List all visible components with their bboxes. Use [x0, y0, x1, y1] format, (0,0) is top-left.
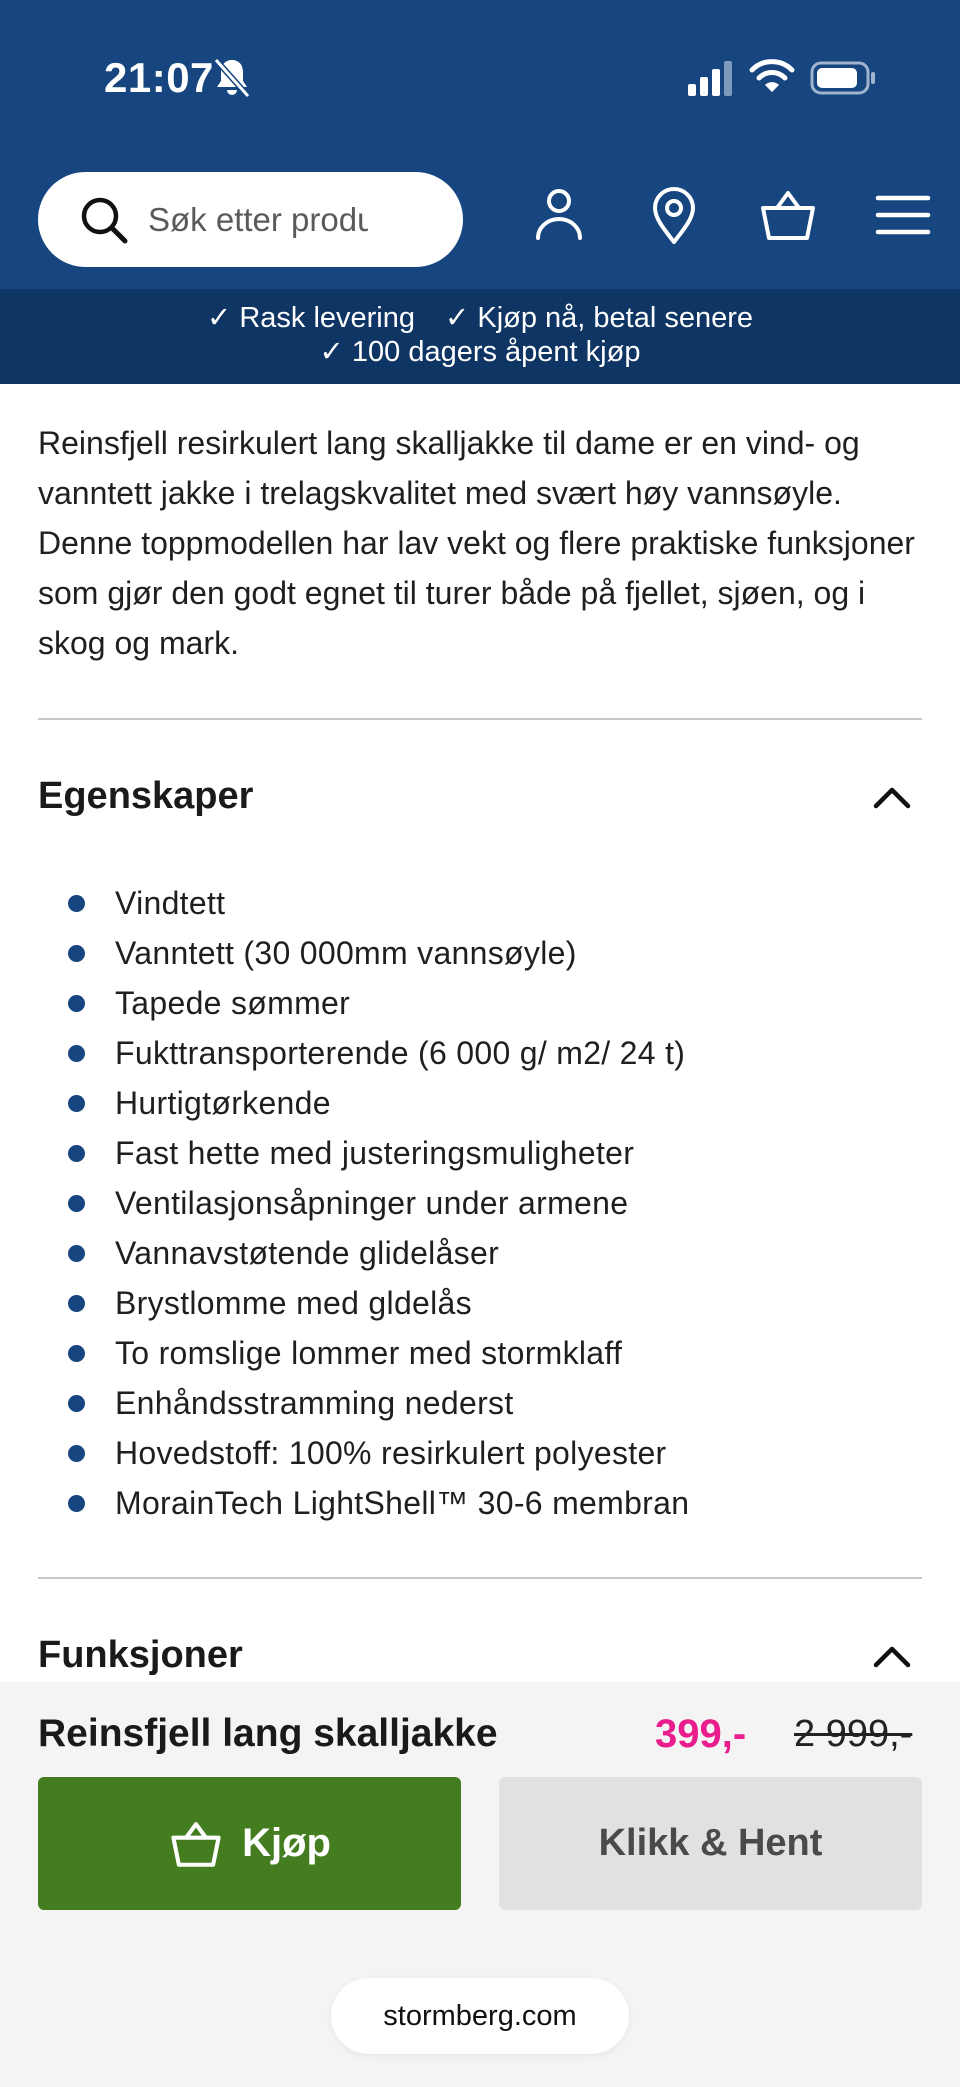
cellular-signal-icon: [688, 60, 734, 96]
url-text: stormberg.com: [383, 1999, 577, 2032]
status-time: 21:07: [104, 54, 214, 101]
browser-url-bar[interactable]: [331, 1978, 629, 2054]
usp-item: ✓ Kjøp nå, betal senere: [445, 301, 753, 335]
list-item: Fast hette med justeringsmuligheter: [0, 1128, 960, 1178]
wifi-icon: [748, 56, 796, 96]
features-list: [0, 878, 960, 1528]
section-title-funksjoner[interactable]: Funksjoner: [38, 1634, 243, 1676]
chevron-up-icon[interactable]: [870, 782, 914, 812]
list-item: Vannavstøtende glidelåser: [0, 1228, 960, 1278]
buy-button-label: Kjøp: [242, 1821, 331, 1865]
location-pin-icon[interactable]: [643, 184, 705, 246]
list-item: Brystlomme med gldelås: [0, 1278, 960, 1328]
list-item: Vanntett (30 000mm vannsøyle): [0, 928, 960, 978]
usp-item: ✓ 100 dagers åpent kjøp: [320, 335, 641, 369]
battery-icon: [810, 60, 876, 96]
list-item: Vindtett: [0, 878, 960, 928]
buy-button[interactable]: [38, 1777, 461, 1910]
list-item: Ventilasjonsåpninger under armene: [0, 1178, 960, 1228]
user-icon[interactable]: [528, 184, 590, 246]
list-item: To romslige lommer med stormklaff: [0, 1328, 960, 1378]
search-bar[interactable]: [38, 172, 463, 267]
section-title-egenskaper[interactable]: Egenskaper: [38, 775, 254, 817]
list-item: Hovedstoff: 100% resirkulert polyester: [0, 1428, 960, 1478]
shopping-basket-icon: [168, 1816, 224, 1872]
list-item: Tapede sømmer: [0, 978, 960, 1028]
usp-item: ✓ Rask levering: [207, 301, 415, 335]
list-item: MorainTech LightShell™ 30-6 membran: [0, 1478, 960, 1528]
list-item: Fukttransporterende (6 000 g/ m2/ 24 t): [0, 1028, 960, 1078]
original-price: 2 999,-: [794, 1713, 913, 1755]
current-price: 399,-: [655, 1712, 747, 1756]
search-input[interactable]: [148, 201, 368, 239]
site-header: [0, 0, 960, 289]
usp-bar: [0, 289, 960, 384]
sticky-purchase-bar: [0, 1682, 960, 2087]
chevron-up-icon[interactable]: [870, 1641, 914, 1671]
product-description: Reinsfjell resirkulert lang skalljakke til dame er en vind- og vanntett jakke i trelagskvalitet med svært høy vannsøyle. Denne toppmodellen har lav vekt og flere praktiske funksjoner som gjør den godt egnet til turer både på fjellet, sjøen, og i skog og mark.: [38, 425, 915, 661]
shopping-basket-icon[interactable]: [757, 184, 819, 246]
list-item: Enhåndsstramming nederst: [0, 1378, 960, 1428]
bell-off-icon: [212, 56, 252, 100]
divider: [38, 718, 922, 720]
hamburger-menu-icon[interactable]: [872, 184, 934, 246]
product-name: Reinsfjell lang skalljakke: [38, 1712, 498, 1755]
search-icon: [78, 194, 130, 246]
click-and-collect-button[interactable]: Klikk & Hent: [499, 1777, 922, 1910]
divider: [38, 1577, 922, 1579]
list-item: Hurtigtørkende: [0, 1078, 960, 1128]
